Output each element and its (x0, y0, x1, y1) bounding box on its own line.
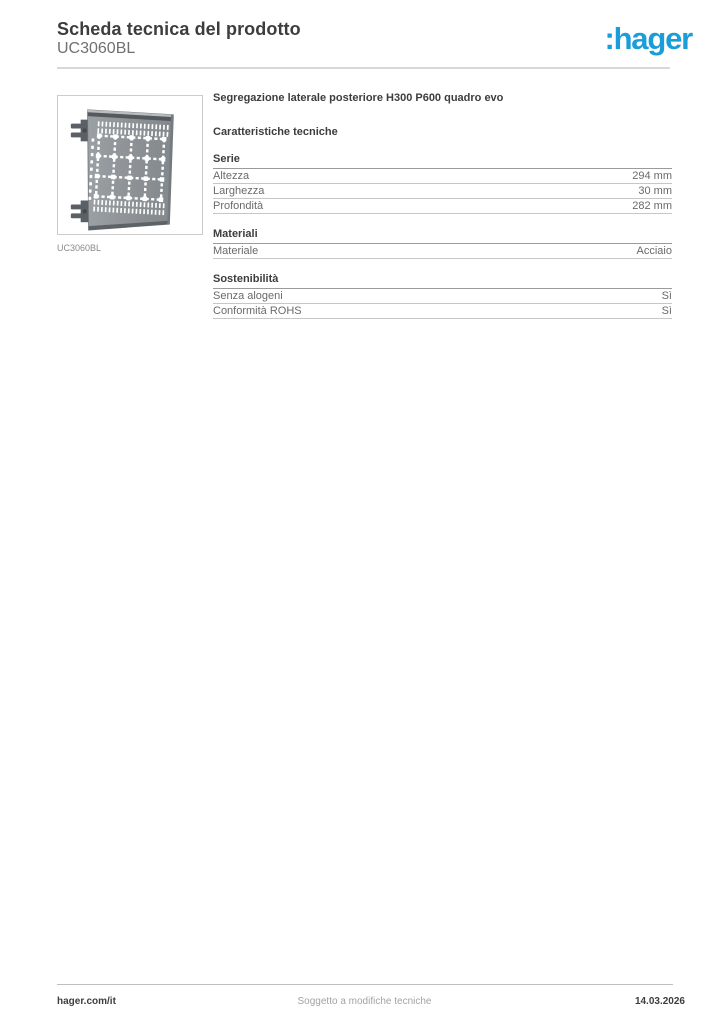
spec-row-senza-alogeni (213, 289, 672, 304)
product-description: Segregazione laterale posteriore H300 P600 quadro evo (213, 92, 504, 104)
spec-label: Materiale (213, 245, 259, 257)
footer-notice: Soggetto a modifiche tecniche (297, 996, 432, 1007)
product-image-caption: UC3060BL (57, 243, 102, 253)
footer-divider (57, 984, 673, 985)
spec-label: Profondità (213, 200, 264, 212)
section-heading: Materiali (213, 228, 672, 244)
page-title: Scheda tecnica del prodotto (57, 19, 301, 39)
spec-label: Altezza (213, 170, 250, 182)
section-sostenibilita (213, 273, 672, 319)
spec-row-conformita-rohs (213, 304, 672, 319)
footer-website: hager.com/it (57, 996, 116, 1007)
spec-row-altezza (213, 169, 672, 184)
section-heading: Sostenibilità (213, 273, 672, 289)
spec-label: Senza alogeni (213, 290, 283, 302)
spec-row-larghezza (213, 184, 672, 199)
spec-value: 282 mm (632, 200, 672, 212)
mounting-bracket-bottom (71, 201, 89, 223)
spec-value: 30 mm (638, 185, 672, 197)
spec-value: Sì (661, 305, 672, 317)
header-divider (57, 67, 670, 69)
spec-label: Larghezza (213, 185, 265, 197)
mounting-bracket-top (71, 120, 89, 142)
spec-value: Sì (661, 290, 672, 302)
spec-row-profondita (213, 199, 672, 214)
spec-value: Acciaio (636, 245, 672, 257)
product-image (57, 95, 203, 235)
spec-label: Conformità ROHS (213, 305, 302, 317)
technical-content (213, 92, 672, 319)
spec-row-materiale (213, 244, 672, 259)
section-materiali (213, 228, 672, 259)
section-serie (213, 153, 672, 214)
hager-logo: :hager (604, 21, 692, 56)
segregation-panel-illustration (58, 96, 202, 234)
spec-value: 294 mm (632, 170, 672, 182)
footer-date: 14.03.2026 (634, 996, 685, 1007)
product-code: UC3060BL (57, 40, 136, 57)
characteristics-heading: Caratteristiche tecniche (213, 126, 338, 138)
section-heading: Serie (213, 153, 672, 169)
